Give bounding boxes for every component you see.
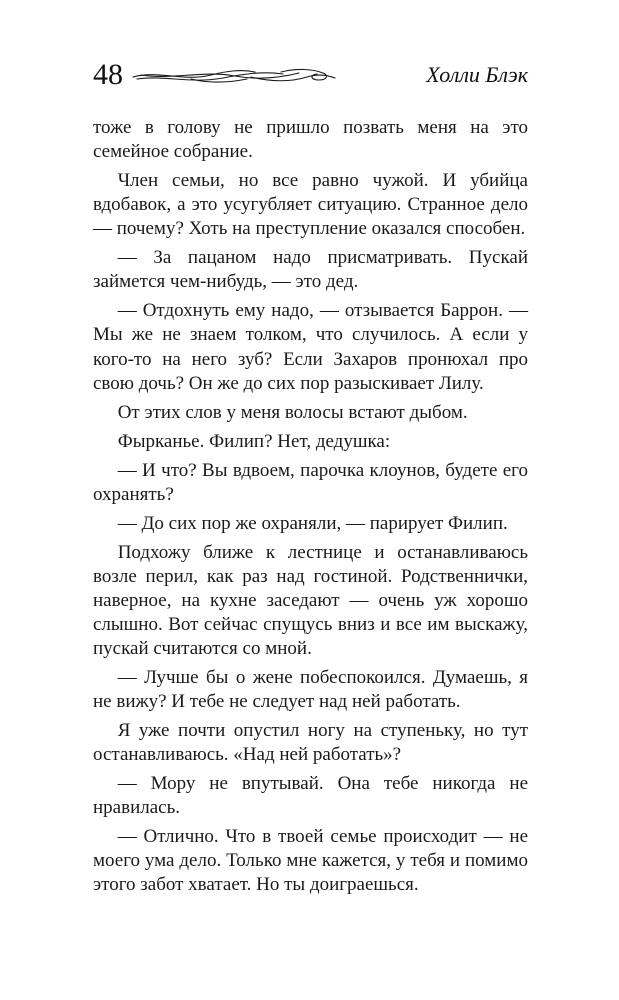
paragraph: тоже в голову не пришло позвать меня на это семейное собрание. xyxy=(93,117,528,163)
flourish-ornament-icon xyxy=(131,66,339,86)
paragraph: — Лучше бы о жене побеспокоился. Думаешь, я не вижу? И тебе не следует над ней работать. xyxy=(93,666,528,713)
paragraph: Я уже почти опустил ногу на ступеньку, но тут останавливаюсь. «Над ней работать»? xyxy=(93,720,528,766)
paragraph: Член семьи, но все равно чужой. И убийца вдобавок, а это усугубляет ситуацию. Странное дело — почему? Хоть на преступление оказался способен. xyxy=(93,170,528,240)
paragraph: — Отлично. Что в твоей семье происходит — не моего ума дело. Только мне кажется, у тебя и помимо этого забот хватает. Но ты доиграешься. xyxy=(93,826,528,896)
page-number: 48 xyxy=(93,58,123,91)
paragraph: — Отдохнуть ему надо, — отзывается Баррон. — Мы же не знаем толком, что случилось. А если у кого-то на него зуб? Если Захаров пронюхал про свою дочь? Он же до сих пор разыскивает Лилу. xyxy=(93,300,528,394)
paragraph: Подхожу ближе к лестнице и останавливаюсь возле перил, как раз над гостиной. Родственнички, наверное, на кухне заседают — очень уж хорошо слышно. Вот сейчас спущусь вниз и все им выскажу, пускай считаются со мной. xyxy=(93,541,528,659)
paragraph: — До сих пор же охраняли, — парирует Филип. xyxy=(117,512,508,534)
paragraph: — И что? Вы вдвоем, парочка клоунов, будете его охранять? xyxy=(93,459,528,505)
paragraph: — За пацаном надо присматривать. Пускай займется чем-нибудь, — это дед. xyxy=(93,247,528,293)
page-header xyxy=(93,58,528,92)
body-text xyxy=(93,116,528,898)
paragraph: От этих слов у меня волосы встают дыбом. xyxy=(117,401,468,423)
paragraph: Фырканье. Филип? Нет, дедушка: xyxy=(117,430,391,452)
running-head-author: Холли Блэк xyxy=(426,62,528,87)
paragraph: — Мору не впутывай. Она тебе никогда не нравилась. xyxy=(93,773,528,819)
